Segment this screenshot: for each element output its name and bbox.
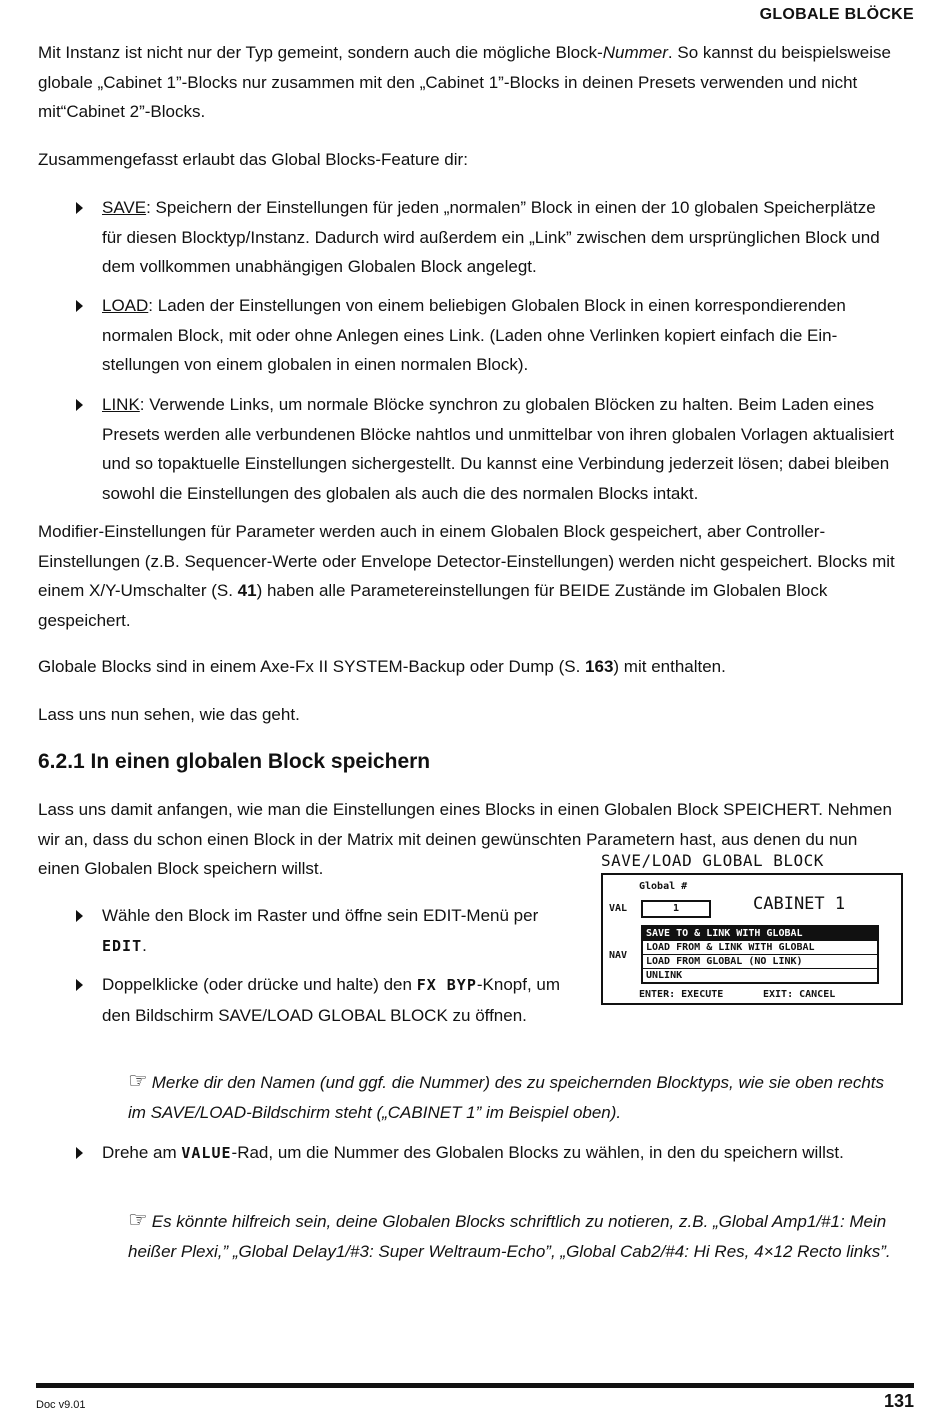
doc-version: Doc v9.01: [36, 1399, 86, 1411]
p4-text-a: Globale Blocks sind in einem Axe-Fx II SYSTEM-Backup oder Dump (S.: [38, 657, 586, 676]
step-text: Drehe am: [102, 1143, 182, 1162]
p4-text-b: ) mit enthalten.: [613, 657, 726, 676]
key-value: VALUE: [181, 1144, 232, 1162]
note-tip: [128, 1207, 918, 1266]
paragraph-lets-see: Lass uns nun sehen, wie das geht.: [38, 705, 300, 724]
bullet-load: [76, 291, 896, 380]
step-text: .: [142, 935, 147, 955]
paragraph-modifier: [38, 517, 898, 635]
lcd-footer-exit: EXIT: CANCEL: [763, 989, 836, 1000]
paragraph-instance: [38, 38, 898, 127]
paragraph-backup: [38, 652, 898, 682]
note-text: Merke dir den Namen (und ggf. die Nummer) des zu speichernden Blocktyps, wie sie oben rechts im SAVE/LOAD-Bildschirm steht („CABINET 1” im Beispiel oben).: [128, 1073, 885, 1122]
page-number: 131: [883, 1391, 914, 1411]
lcd-nav-label: NAV: [609, 950, 628, 961]
lcd-menu-item: SAVE TO & LINK WITH GLOBAL: [643, 927, 877, 941]
lcd-screen: [601, 873, 903, 1005]
page-ref: 41: [237, 581, 257, 600]
p1-italic: Nummer: [602, 43, 668, 62]
page-ref: 163: [585, 657, 614, 676]
step-select-block: [76, 901, 566, 961]
step-turn-value: [76, 1138, 896, 1169]
lcd-block-name: CABINET 1: [753, 894, 846, 914]
bullet-term: SAVE: [102, 198, 147, 217]
bullet-arrow-icon: [76, 399, 83, 411]
bullet-term: LINK: [102, 395, 140, 414]
step-text: -Rad, um die Nummer des Globalen Blocks zu wählen, in den du speichern willst.: [231, 1143, 844, 1162]
bullet-text: : Speichern der Einstellungen für jeden „normalen” Block in einen der 10 globalen Speicherplätze für diesen Blocktyp/Instanz. Dadurch wird außerdem ein „Link” zwischen dem ursprünglichen Block und dem vollkommen unabhängigen Globalen Block angelegt.: [102, 198, 880, 276]
bullet-text: : Laden der Einstellungen von einem beliebigen Globalen Block in einen korrespondierenden normalen Block, mit oder ohne Anlegen eines Link. (Laden ohne Verlinken kopiert einfach die Einstellungen von einem globalen in einen normalen Block).: [102, 296, 846, 374]
p3-text-a: Modifier-Einstellungen für Parameter werden auch in einem Globalen Block gespeichert, aber Controller-Einstellungen (z.B. Sequencer-Werte oder Envelope Detector-Einstellungen) werden nicht gespeichert. Blocks mit einem X/Y-Umschalter (S.: [38, 522, 895, 600]
note-text: Es könnte hilfreich sein, deine Globalen Blocks schriftlich zu notieren, z.B. „Global Amp1/#1: Mein heißer Plexi,” „Global Delay1/#3: Super Weltraum-Echo”, „Global Cab2/#4: Hi Res, 4×12 Recto links”.: [128, 1212, 891, 1261]
bullet-term: LOAD: [102, 296, 149, 315]
lcd-value-field: 1: [641, 900, 711, 918]
lcd-footer-enter: ENTER: EXECUTE: [639, 989, 724, 1000]
running-header: GLOBALE BLÖCKE: [759, 6, 914, 23]
bullet-text: : Verwende Links, um normale Blöcke synchron zu globalen Blöcken zu halten. Beim Laden eines Presets werden alle verbundenen Blöcke nahtlos und unmittelbar von ihren globalen Vorlagen aktualisiert und so topaktuelle Einstellungen sichergestellt. Du kannst eine Verbindung jederzeit lösen; dabei bleiben sowohl die Einstellungen des globalen als auch die des normalen Blocks intakt.: [102, 395, 894, 503]
lcd-menu-item: LOAD FROM & LINK WITH GLOBAL: [643, 941, 877, 955]
step-text: -Knopf, um den Bildschirm SAVE/LOAD GLOBAL BLOCK zu öffnen.: [102, 975, 561, 1025]
bullet-arrow-icon: [76, 300, 83, 312]
bullet-arrow-icon: [76, 979, 83, 991]
key-edit: EDIT: [102, 936, 143, 955]
lcd-val-label: VAL: [609, 903, 628, 914]
bullet-arrow-icon: [76, 202, 83, 214]
p1-text-a: Mit Instanz ist nicht nur der Typ gemeint, sondern auch die mögliche Block-: [38, 43, 603, 62]
lcd-menu-item: LOAD FROM GLOBAL (NO LINK): [643, 955, 877, 969]
bullet-link: [76, 390, 896, 508]
paragraph-summary: Zusammengefasst erlaubt das Global Blocks-Feature dir:: [38, 150, 468, 169]
pointing-hand-icon: ☞: [128, 1068, 148, 1093]
step-text: Wähle den Block im Raster und öffne sein EDIT-Menü per: [102, 906, 539, 925]
footer-rule: [36, 1383, 914, 1388]
lcd-global-label: Global #: [639, 881, 688, 892]
step-text: Doppelklicke (oder drücke und halte) den: [102, 975, 417, 994]
step-open-screen: [76, 970, 566, 1030]
p1-text-b: . So kannst du beispielsweise globale „Cabinet 1”-Blocks nur zusammen mit den „Cabinet 1”-Blocks in deinen Presets verwenden und nicht mit“Cabinet 2”-Blocks.: [38, 43, 891, 121]
paragraph-intro: Lass uns damit anfangen, wie man die Einstellungen eines Blocks in einen Globalen Block SPEICHERT. Nehmen wir an, dass du schon einen Block in der Matrix mit deinen gewünschten Parametern hast, aus denen du nun einen Globalen Block speichern willst.: [38, 800, 892, 878]
key-fx-byp: FX BYP: [416, 976, 477, 994]
bullet-arrow-icon: [76, 1147, 83, 1159]
lcd-screen-title: SAVE/LOAD GLOBAL BLOCK: [601, 851, 824, 870]
bullet-arrow-icon: [76, 910, 83, 922]
bullet-save: [76, 193, 896, 282]
lcd-menu-item: UNLINK: [646, 970, 683, 981]
pointing-hand-icon: ☞: [128, 1207, 148, 1232]
note-remember: [128, 1068, 903, 1127]
p3-text-b: ) haben alle Parametereinstellungen für BEIDE Zustände im Globalen Block gespeichert.: [38, 581, 828, 630]
section-heading: 6.2.1 In einen globalen Block speichern: [38, 750, 431, 773]
lcd-menu: [641, 925, 879, 984]
